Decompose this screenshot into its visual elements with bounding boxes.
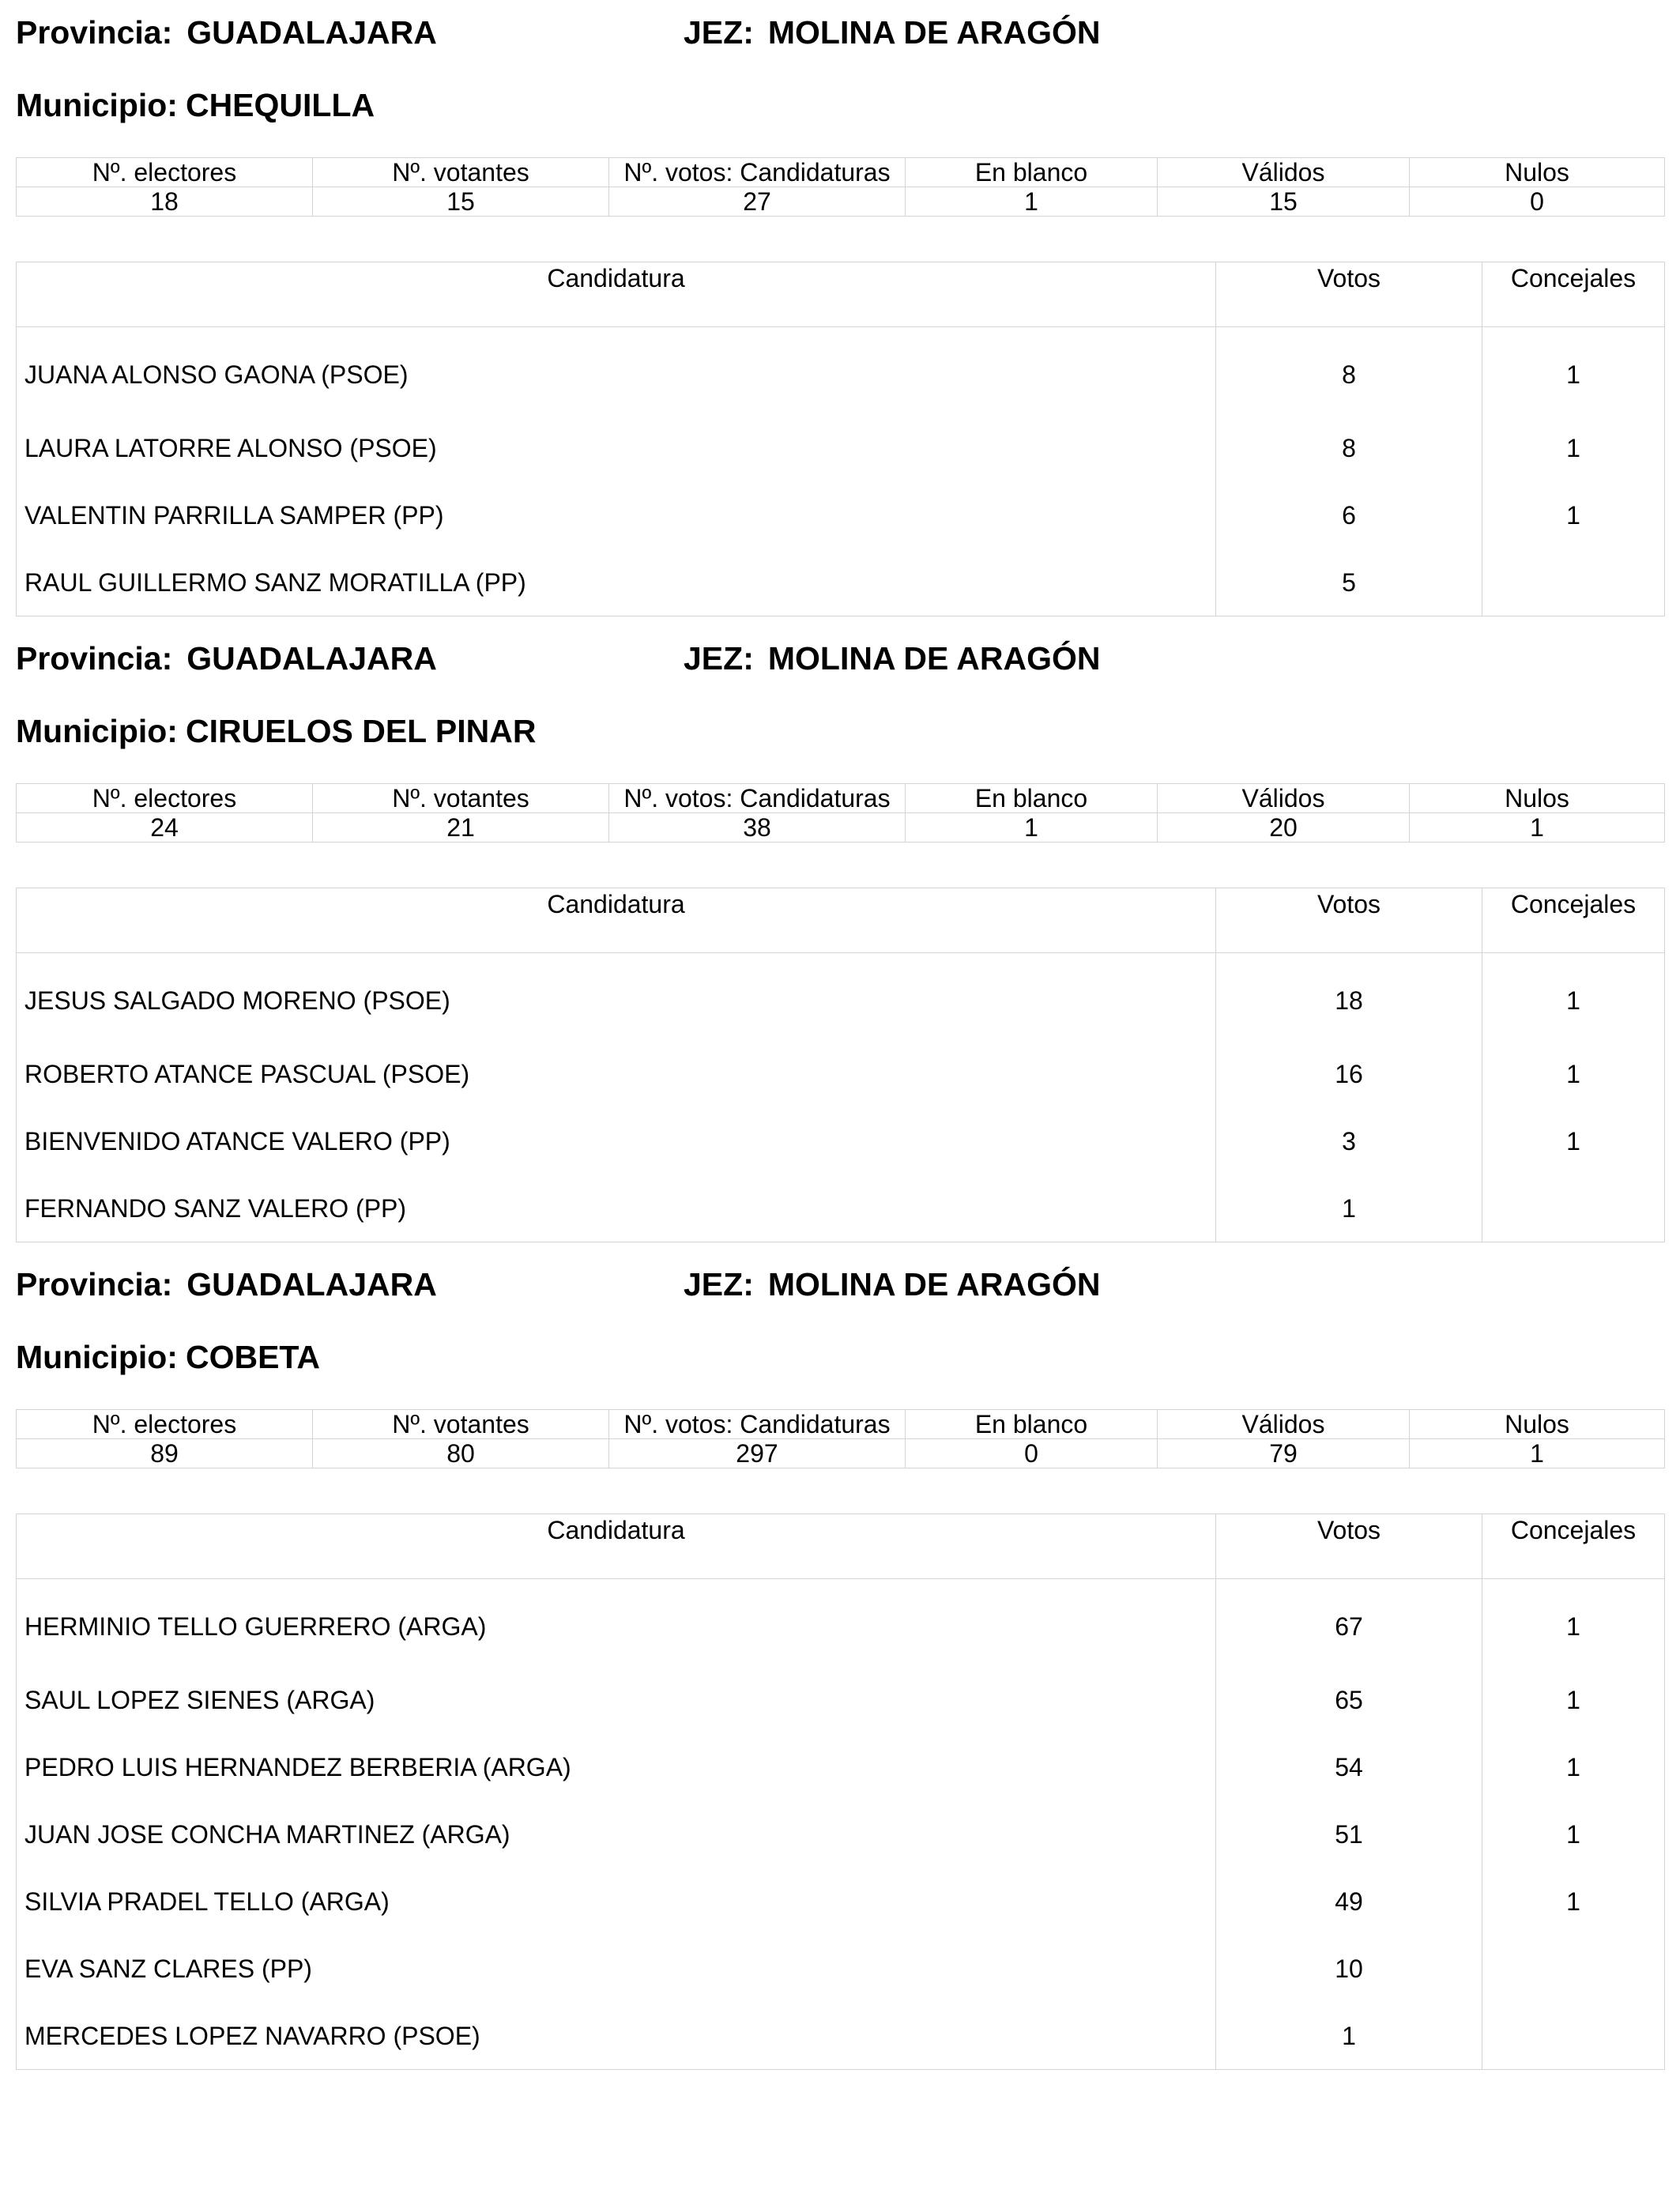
candidate-concejales: 1 [1482,953,1665,1041]
candidate-name: JUANA ALONSO GAONA (PSOE) [24,360,409,389]
candidate-votos: 1 [1216,1174,1482,1242]
candidate-name: PEDRO LUIS HERNANDEZ BERBERIA (ARGA) [24,1752,571,1781]
municipio-label: Municipio: [16,87,178,123]
stats-header-en-blanco: En blanco [906,158,1158,187]
candidate-votos: 18 [1216,953,1482,1041]
candidate-row [17,548,1665,616]
stats-header-row [17,1410,1665,1439]
candidate-votos: 5 [1216,548,1482,616]
stats-value-votos-candidaturas: 27 [609,187,906,217]
stats-header-validos: Válidos [1158,1410,1410,1439]
stats-value-validos: 15 [1158,187,1410,217]
candidate-name: VALENTIN PARRILLA SAMPER (PP) [24,500,444,530]
candidate-concejales: 1 [1482,1868,1665,1935]
provincia-label: Provincia: [16,14,173,51]
candidate-concejales: 1 [1482,1666,1665,1733]
stats-header-en-blanco: En blanco [906,1410,1158,1439]
header-candidatura: Candidatura [17,888,1216,953]
stats-header-votos-candidaturas: Nº. votos: Candidaturas [609,158,906,187]
stats-value-en-blanco: 1 [906,813,1158,843]
stats-header-votantes: Nº. votantes [313,1410,609,1439]
candidate-row [17,953,1665,1041]
candidate-row [17,1800,1665,1868]
jez-label: JEZ: [684,14,754,51]
provincia-label: Provincia: [16,1266,173,1302]
header-votos: Votos [1216,888,1482,953]
candidate-concejales [1482,1174,1665,1242]
jez-heading [684,639,1100,678]
jez-value: MOLINA DE ARAGÓN [767,1266,1101,1302]
candidate-concejales: 1 [1482,414,1665,481]
candidate-name: JESUS SALGADO MORENO (PSOE) [24,986,450,1015]
municipio-value: COBETA [185,1339,321,1375]
candidate-name: MERCEDES LOPEZ NAVARRO (PSOE) [24,2021,480,2050]
candidate-concejales: 1 [1482,327,1665,415]
provincia-heading [16,13,437,52]
provincia-heading [16,1265,437,1304]
provincia-value: GUADALAJARA [186,1266,437,1302]
candidates-table [16,888,1665,1242]
candidate-name: SAUL LOPEZ SIENES (ARGA) [24,1685,375,1714]
candidate-row [17,481,1665,548]
jez-label: JEZ: [684,1266,754,1302]
candidate-concejales [1482,2002,1665,2070]
candidate-votos: 1 [1216,2002,1482,2070]
candidate-name: JUAN JOSE CONCHA MARTINEZ (ARGA) [24,1819,510,1849]
jez-value: MOLINA DE ARAGÓN [767,14,1101,51]
stats-value-nulos: 0 [1410,187,1665,217]
candidate-row [17,327,1665,415]
stats-header-nulos: Nulos [1410,1410,1665,1439]
candidates-table [16,262,1665,616]
provincia-value: GUADALAJARA [186,14,437,51]
stats-value-nulos: 1 [1410,1439,1665,1468]
candidate-row [17,1107,1665,1174]
stats-value-votos-candidaturas: 297 [609,1439,906,1468]
candidate-votos: 8 [1216,327,1482,415]
stats-header-validos: Válidos [1158,784,1410,813]
jez-label: JEZ: [684,640,754,677]
candidates-header-row [17,888,1665,953]
stats-header-row [17,784,1665,813]
stats-value-en-blanco: 0 [906,1439,1158,1468]
stats-table [16,783,1665,843]
candidate-row [17,1579,1665,1667]
candidate-votos: 67 [1216,1579,1482,1667]
candidate-concejales [1482,548,1665,616]
jez-value: MOLINA DE ARAGÓN [767,640,1101,677]
candidate-name: BIENVENIDO ATANCE VALERO (PP) [24,1126,450,1155]
candidate-row [17,2002,1665,2070]
provincia-heading [16,639,437,678]
header-concejales: Concejales [1482,262,1665,327]
candidates-header-row [17,1514,1665,1579]
stats-value-validos: 20 [1158,813,1410,843]
candidate-concejales [1482,1935,1665,2002]
candidate-name: SILVIA PRADEL TELLO (ARGA) [24,1887,390,1916]
stats-table [16,1409,1665,1468]
provincia-value: GUADALAJARA [186,640,437,677]
municipio-heading [16,711,536,751]
stats-value-electores: 24 [17,813,313,843]
stats-value-row [17,187,1665,217]
candidate-votos: 54 [1216,1733,1482,1800]
candidate-votos: 16 [1216,1040,1482,1107]
stats-header-nulos: Nulos [1410,158,1665,187]
candidate-concejales: 1 [1482,1040,1665,1107]
stats-table [16,157,1665,217]
stats-value-row [17,1439,1665,1468]
candidate-row [17,1040,1665,1107]
candidate-row [17,1666,1665,1733]
stats-value-nulos: 1 [1410,813,1665,843]
candidate-votos: 3 [1216,1107,1482,1174]
stats-header-row [17,158,1665,187]
candidate-concejales: 1 [1482,1579,1665,1667]
stats-header-electores: Nº. electores [17,158,313,187]
candidate-concejales: 1 [1482,1800,1665,1868]
stats-header-votos-candidaturas: Nº. votos: Candidaturas [609,1410,906,1439]
municipio-label: Municipio: [16,1339,178,1375]
candidates-table [16,1514,1665,2070]
candidate-votos: 65 [1216,1666,1482,1733]
stats-header-nulos: Nulos [1410,784,1665,813]
candidate-name: HERMINIO TELLO GUERRERO (ARGA) [24,1612,487,1641]
municipio-value: CIRUELOS DEL PINAR [185,713,537,749]
candidate-votos: 10 [1216,1935,1482,2002]
candidate-concejales: 1 [1482,481,1665,548]
stats-value-row [17,813,1665,843]
jez-heading [684,1265,1100,1304]
header-votos: Votos [1216,262,1482,327]
candidate-name: FERNANDO SANZ VALERO (PP) [24,1193,407,1223]
stats-header-votos-candidaturas: Nº. votos: Candidaturas [609,784,906,813]
municipio-heading [16,85,375,125]
stats-value-en-blanco: 1 [906,187,1158,217]
candidates-header-row [17,262,1665,327]
candidate-votos: 51 [1216,1800,1482,1868]
candidate-votos: 6 [1216,481,1482,548]
candidate-concejales: 1 [1482,1733,1665,1800]
candidate-row [17,1174,1665,1242]
candidate-name: LAURA LATORRE ALONSO (PSOE) [24,433,437,462]
jez-heading [684,13,1100,52]
stats-header-votantes: Nº. votantes [313,784,609,813]
candidate-votos: 49 [1216,1868,1482,1935]
candidate-votos: 8 [1216,414,1482,481]
municipio-heading [16,1337,320,1377]
header-candidatura: Candidatura [17,1514,1216,1579]
candidate-row [17,1868,1665,1935]
stats-header-electores: Nº. electores [17,1410,313,1439]
candidate-name: RAUL GUILLERMO SANZ MORATILLA (PP) [24,567,526,597]
stats-value-validos: 79 [1158,1439,1410,1468]
candidate-name: ROBERTO ATANCE PASCUAL (PSOE) [24,1059,470,1088]
stats-value-votos-candidaturas: 38 [609,813,906,843]
header-concejales: Concejales [1482,888,1665,953]
stats-header-votantes: Nº. votantes [313,158,609,187]
candidate-name: EVA SANZ CLARES (PP) [24,1954,312,1983]
stats-header-electores: Nº. electores [17,784,313,813]
stats-header-en-blanco: En blanco [906,784,1158,813]
provincia-label: Provincia: [16,640,173,677]
candidate-row [17,1935,1665,2002]
candidate-concejales: 1 [1482,1107,1665,1174]
municipio-label: Municipio: [16,713,178,749]
stats-header-validos: Válidos [1158,158,1410,187]
municipio-value: CHEQUILLA [185,87,375,123]
stats-value-votantes: 80 [313,1439,609,1468]
stats-value-votantes: 15 [313,187,609,217]
stats-value-electores: 18 [17,187,313,217]
stats-value-electores: 89 [17,1439,313,1468]
candidate-row [17,1733,1665,1800]
candidate-row [17,414,1665,481]
stats-value-votantes: 21 [313,813,609,843]
header-concejales: Concejales [1482,1514,1665,1579]
header-votos: Votos [1216,1514,1482,1579]
header-candidatura: Candidatura [17,262,1216,327]
